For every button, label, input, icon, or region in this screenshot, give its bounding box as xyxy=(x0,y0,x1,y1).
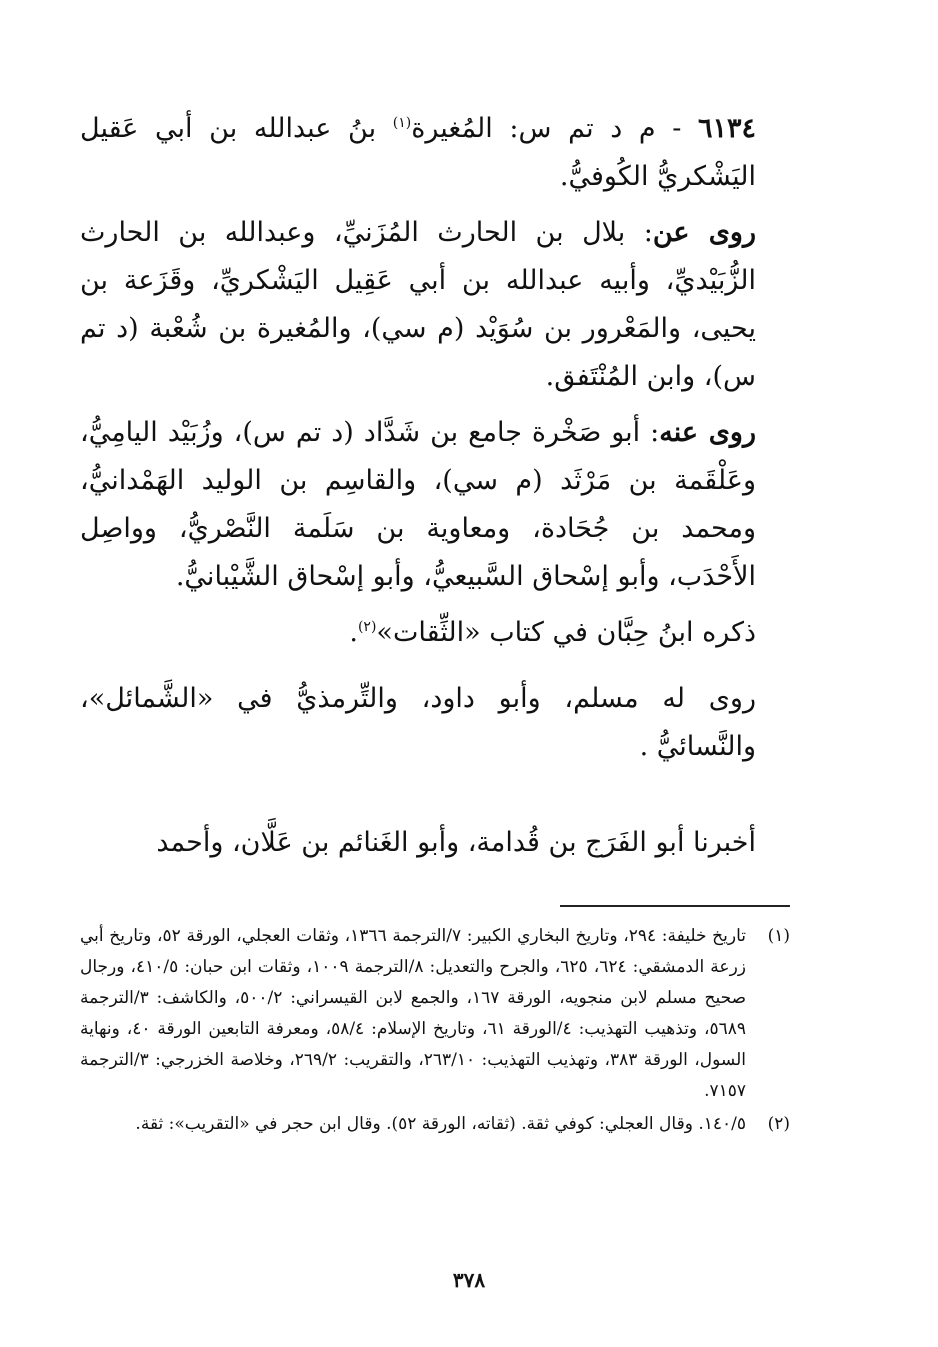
narrated-by-label: روى عنه xyxy=(659,417,756,448)
isnad-line: أخبرنا أبو الفَرَج بن قُدامة، وأبو الغَنائم بن عَلَّان، وأحمد xyxy=(156,827,756,858)
footnotes xyxy=(80,921,790,1140)
thiqat-text: ذكره ابنُ حِبَّان في كتاب «الثِّقات» xyxy=(376,617,756,648)
footnote-number: (١) xyxy=(767,926,790,946)
footnote-ref-2: (٢) xyxy=(357,619,377,635)
entry-number: ٦١٣٤ xyxy=(697,113,756,144)
footnote-2 xyxy=(80,1109,790,1140)
footnote-number: (٢) xyxy=(767,1114,790,1134)
section-gap xyxy=(80,779,790,819)
entry-heading-text: - م د تم س: المُغيرة xyxy=(411,113,698,144)
footnote-separator xyxy=(560,905,790,907)
footnote-1 xyxy=(80,921,790,1107)
main-text xyxy=(80,105,790,771)
footnote-text: تاريخ خليفة: ٢٩٤، وتاريخ البخاري الكبير: ٧/الترجمة ١٣٦٦، وثقات العجلي، الورقة ٥٢، وتاريخ أبي زرعة الدمشقي: ٦٢٤، ٦٢٥، والجرح والتعديل: ٨/الترجمة ١٠٠٩، وثقات ابن حبان: ٤١٠/٥، ورجال صحيح مسلم لابن منجويه، الورقة ١٦٧، والجمع لابن القيسراني: ٥٠٠/٢، والكاشف: ٣/الترجمة ٥٦٨٩، وتذهيب التهذيب: ٤/الورقة ٦١، وتاريخ الإسلام: ٥٨/٤، ومعرفة التابعين الورقة ٤٠، ونهاية السول، الورقة ٣٨٣، وتهذيب التهذيب: ٢٦٣/١٠، والتقريب: ٢٦٩/٢، وخلاصة الخزرجي: ٣/الترجمة ٧١٥٧. xyxy=(80,926,747,1101)
thiqat-end: . xyxy=(349,617,358,648)
narrated-from-paragraph xyxy=(80,209,790,401)
entry-heading-rest: بنُ عبدالله بن أبي عَقيل اليَشْكريُّ الكُوفيُّ. xyxy=(80,113,756,192)
document-page xyxy=(80,105,790,1142)
entry-heading xyxy=(80,105,790,201)
footnote-ref-1: (١) xyxy=(392,115,412,131)
narrated-by-text: : أبو صَخْرة جامع بن شَدَّاد (د تم س)، وزُبَيْد اليامِيُّ، وعَلْقَمة بن مَرْثَد (م سي)، والقاسِم بن الوليد الهَمْدانيُّ، ومحمد بن جُحَادة، ومعاوية بن سَلَمة النَّصْريُّ، وواصِل الأَحْدَب، وأبو إسْحاق السَّبيعيُّ، وأبو إسْحاق الشَّيْبانيُّ. xyxy=(80,417,756,592)
page-number: ٣٧٨ xyxy=(452,1268,486,1292)
narrated-from-label: روى عن xyxy=(652,217,756,248)
footnote-text: ١٤٠/٥. وقال العجلي: كوفي ثقة. (ثقاته، الورقة ٥٢). وقال ابن حجر في «التقريب»: ثقة. xyxy=(135,1114,746,1134)
rawa-lahu-text: روى له مسلم، وأبو داود، والتِّرمذيُّ في «الشَّمائل»، والنَّسائيُّ . xyxy=(80,683,756,762)
narrated-from-text: : بلال بن الحارث المُزَنيِّ، وعبدالله بن الحارث الزُّبَيْديِّ، وأبيه عبدالله بن أبي عَقِيل اليَشْكريِّ، وقَزَعة بن يحيى، والمَعْرور بن سُوَيْد (م سي)، والمُغيرة بن شُعْبة (د تم س)، وابن المُنْتَفق. xyxy=(80,217,756,392)
narrated-by-paragraph xyxy=(80,409,790,601)
thiqat-paragraph xyxy=(80,609,790,657)
rawa-lahu-paragraph xyxy=(80,675,790,771)
